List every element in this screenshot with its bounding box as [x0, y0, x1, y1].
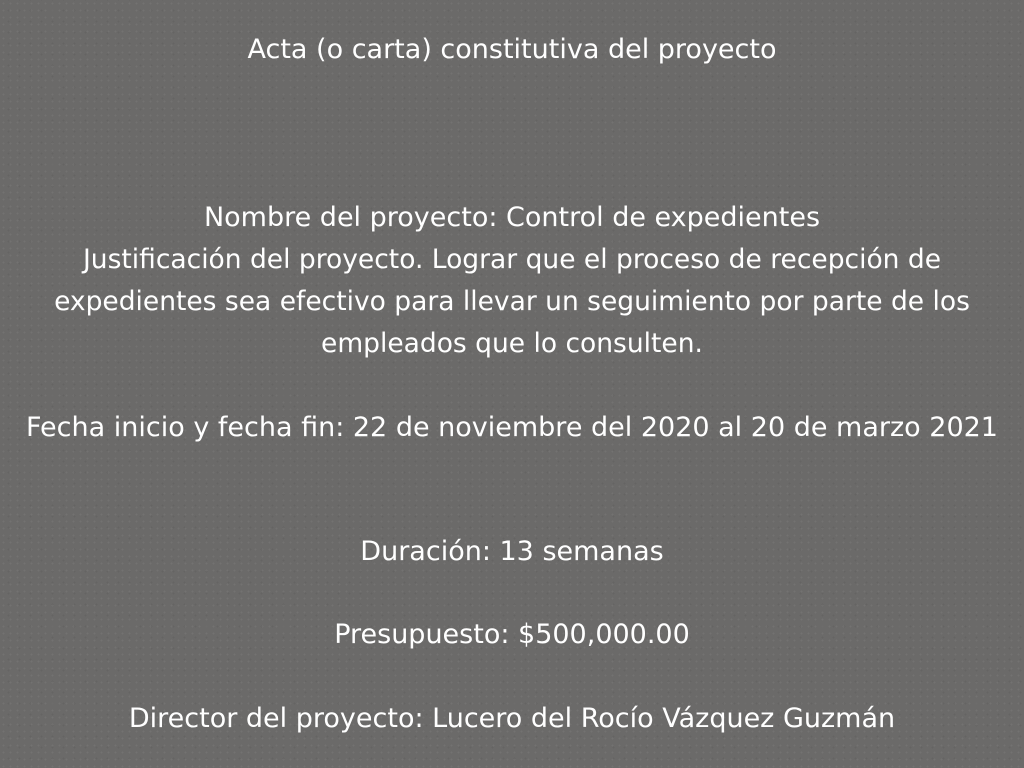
project-duration: Duración: 13 semanas: [360, 536, 664, 567]
project-budget: Presupuesto: $500,000.00: [334, 619, 690, 650]
project-name: Nombre del proyecto: Control de expedientes: [203, 202, 821, 233]
project-director: Director del proyecto: Lucero del Rocío Vázquez Guzmán: [128, 703, 896, 734]
project-justification: Justificación del proyecto. Lograr que el proceso de recepción de expedientes sea efectivo para llevar un seguimiento por parte de los empleados que lo consulten.: [54, 244, 970, 359]
project-dates: Fecha inicio y fecha fin: 22 de noviembre del 2020 al 20 de marzo 2021: [26, 412, 998, 443]
slide-title: Acta (o carta) constitutiva del proyecto: [247, 34, 777, 65]
